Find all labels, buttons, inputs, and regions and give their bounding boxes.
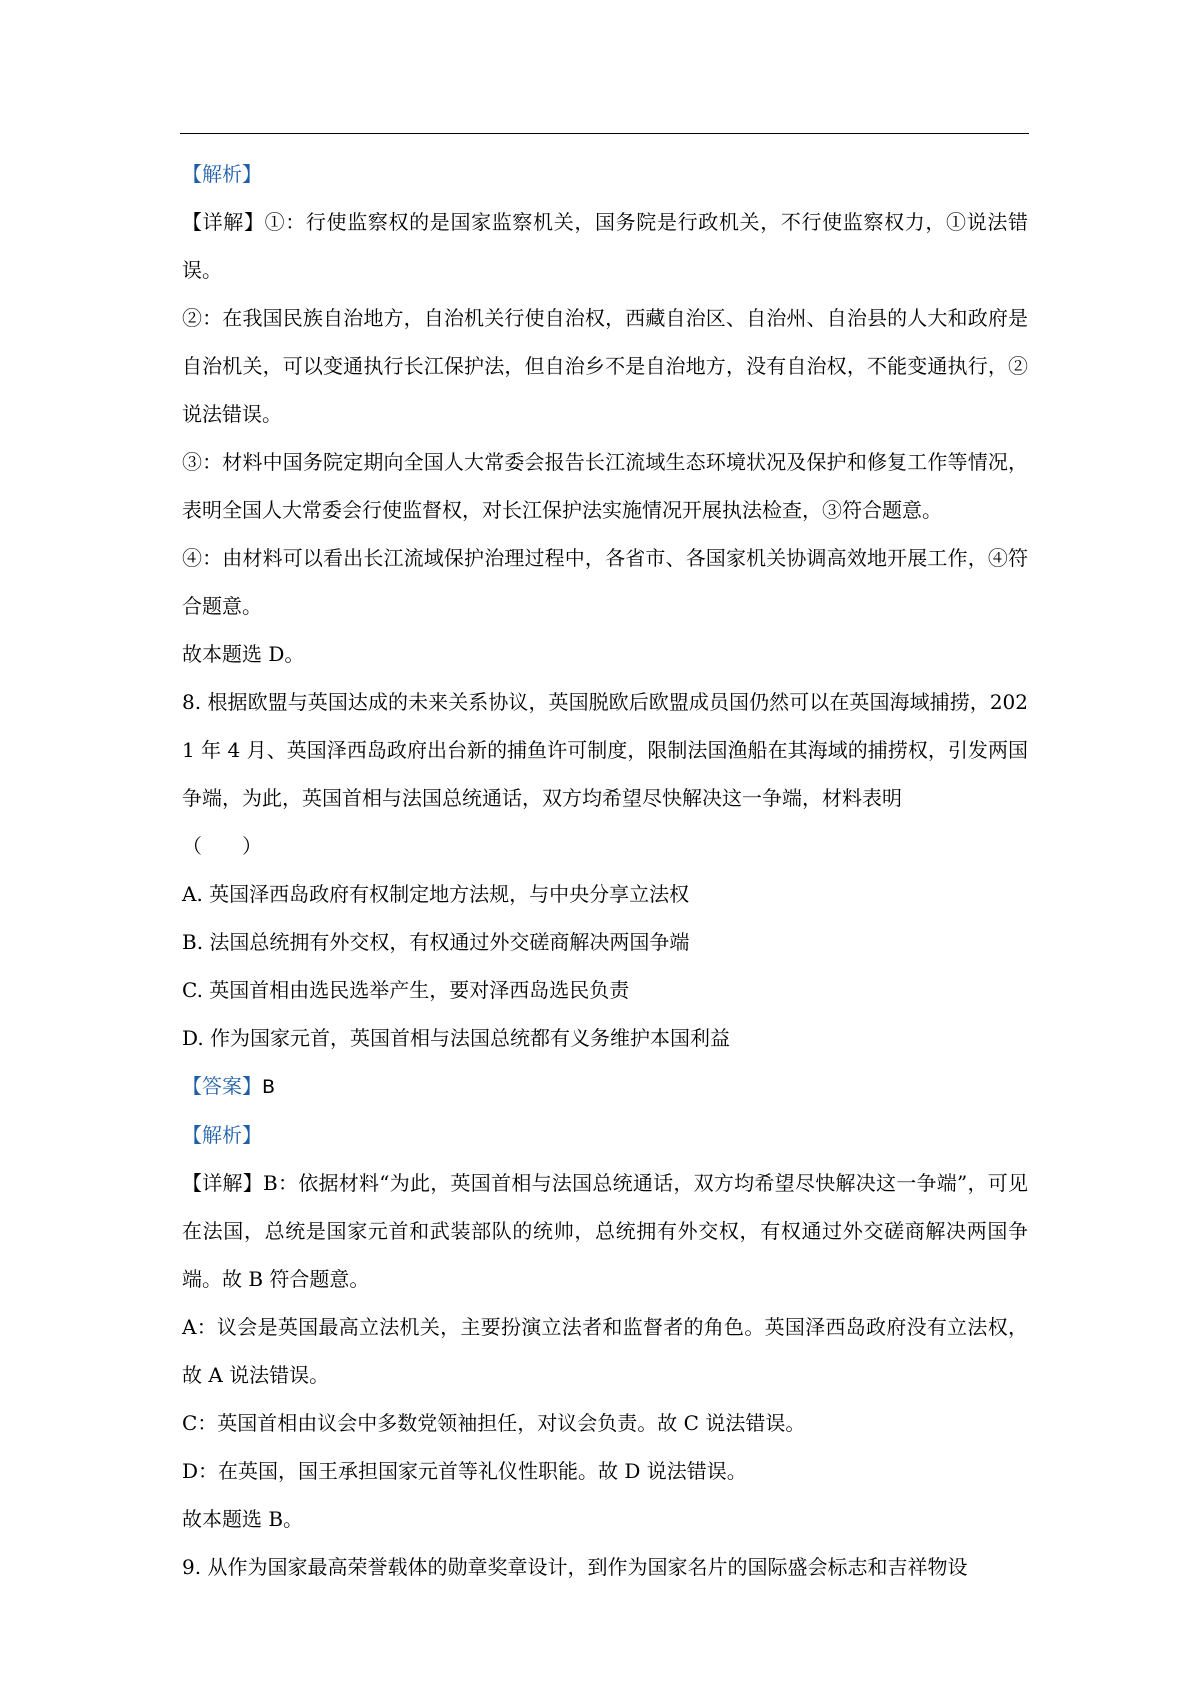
q7-point-4: ④：由材料可以看出长江流域保护治理过程中，各省市、各国家机关协调高效地开展工作，④符合题意。 bbox=[182, 546, 1028, 618]
q7-point-2: ②：在我国民族自治地方，自治机关行使自治权，西藏自治区、自治州、自治县的人大和政府是自治机关，可以变通执行长江保护法，但自治乡不是自治地方，没有自治权，不能变通执行，②说法错误。 bbox=[182, 306, 1028, 426]
q8-answer bbox=[182, 1062, 1028, 1111]
q7-detail-label: 【详解】 bbox=[182, 210, 265, 234]
q8-blank: （ ） bbox=[182, 834, 262, 858]
q8-detail-paragraph bbox=[182, 1159, 1028, 1303]
q8-detail-label: 【详解】 bbox=[182, 1171, 264, 1195]
q8-option-a: A. 英国泽西岛政府有权制定地方法规，与中央分享立法权 bbox=[182, 882, 690, 906]
q7-conclusion: 故本题选 D。 bbox=[182, 642, 305, 666]
q8-point-a: A：议会是英国最高立法机关，主要扮演立法者和监督者的角色。英国泽西岛政府没有立法权，故 A 说法错误。 bbox=[182, 1315, 1028, 1387]
q8-point-c: C：英国首相由议会中多数党领袖担任，对议会负责。故 C 说法错误。 bbox=[182, 1411, 806, 1435]
q7-detail-text: ①：行使监察权的是国家监察机关，国务院是行政机关，不行使监察权力，①说法错误。 bbox=[182, 210, 1029, 282]
q7-detail-paragraph bbox=[182, 198, 1028, 294]
page-content bbox=[182, 150, 1028, 1591]
q8-analysis-label: 【解析】 bbox=[182, 1123, 262, 1147]
q8-stem: 8. 根据欧盟与英国达成的未来关系协议，英国脱欧后欧盟成员国仍然可以在英国海域捕捞，2021 年 4 月、英国泽西岛政府出台新的捕鱼许可制度，限制法国渔船在其海域的捕捞权，引发两国争端，为此，英国首相与法国总统通话，双方均希望尽快解决这一争端，材料表明 bbox=[182, 690, 1028, 810]
q8-option-c: C. 英国首相由选民选举产生，要对泽西岛选民负责 bbox=[182, 978, 630, 1002]
q7-analysis-label: 【解析】 bbox=[182, 162, 262, 186]
header-rule bbox=[180, 133, 1029, 134]
q8-answer-value: B bbox=[262, 1076, 276, 1098]
q8-conclusion: 故本题选 B。 bbox=[182, 1507, 304, 1531]
q8-option-d: D. 作为国家元首，英国首相与法国总统都有义务维护本国利益 bbox=[182, 1026, 731, 1050]
q8-answer-label: 【答案】 bbox=[182, 1074, 262, 1098]
q7-point-3: ③：材料中国务院定期向全国人大常委会报告长江流域生态环境状况及保护和修复工作等情况，表明全国人大常委会行使监督权，对长江保护法实施情况开展执法检查，③符合题意。 bbox=[182, 450, 1028, 522]
q8-option-b: B. 法国总统拥有外交权，有权通过外交磋商解决两国争端 bbox=[182, 930, 690, 954]
q8-point-d: D：在英国，国王承担国家元首等礼仪性职能。故 D 说法错误。 bbox=[182, 1459, 747, 1483]
q9-stem: 9. 从作为国家最高荣誉载体的勋章奖章设计，到作为国家名片的国际盛会标志和吉祥物设 bbox=[182, 1555, 968, 1579]
q8-detail-text: B：依据材料“为此，英国首相与法国总统通话，双方均希望尽快解决这一争端”，可见在法国，总统是国家元首和武装部队的统帅，总统拥有外交权，有权通过外交磋商解决两国争端。故 B 符合题意。 bbox=[182, 1171, 1029, 1291]
